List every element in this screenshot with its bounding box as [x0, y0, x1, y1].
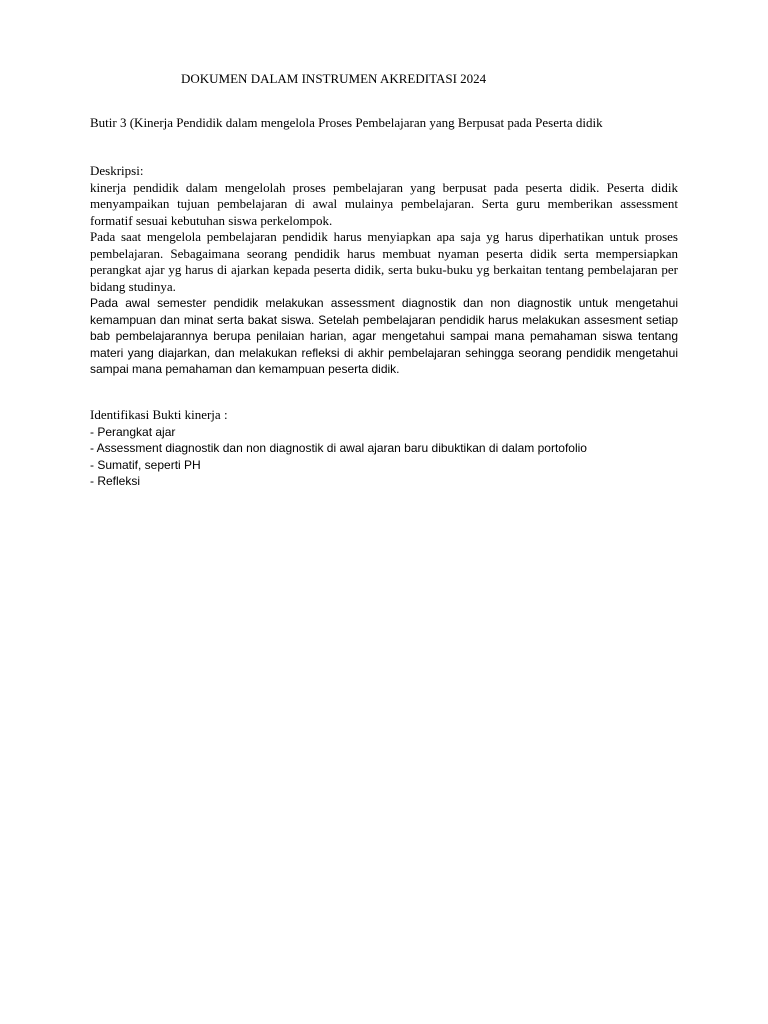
description-paragraph-1: kinerja pendidik dalam mengelolah proses pembelajaran yang berpusat pada peserta didik. Peserta didik menyampaikan tujuan pembelajaran di awal mulainya pembelajaran. Serta guru memberikan assessment formatif sesuai kebutuhan siswa perkelompok.: [90, 179, 678, 228]
document-title: DOKUMEN DALAM INSTRUMEN AKREDITASI 2024: [181, 71, 487, 86]
evidence-item: - Sumatif, seperti PH: [90, 457, 201, 472]
evidence-item: - Assessment diagnostik dan non diagnostik di awal ajaran baru dibuktikan di dalam portofolio: [90, 441, 587, 455]
description-section: [90, 163, 678, 378]
description-label: Deskripsi:: [90, 163, 144, 178]
description-paragraph-2: Pada saat mengelola pembelajaran pendidik harus menyiapkan apa saja yg harus diperhatikan untuk proses pembelajaran. Sebagaimana seorang pendidik harus membuat nyaman peserta didik serta mempersiapkan perangkat ajar yg harus di ajarkan kepada peserta didik, serta buku-buku yg berkaitan tentang pembelajaran per bidang studinya.: [90, 229, 678, 294]
evidence-item: - Refleksi: [90, 474, 141, 488]
description-paragraph-3: Pada awal semester pendidik melakukan assessment diagnostik dan non diagnostik untuk mengetahui kemampuan dan minat serta bakat siswa. Setelah pembelajaran pendidik harus melakukan assesment setiap bab pembelajarannya berupa penilaian harian, agar mengetahui sampai mana pemahaman siswa tentang materi yang diajarkan, dan melakukan refleksi di akhir pembelajaran sehingga seorang pendidik mengetahui sampai mana pemahaman dan kemampuan peserta didik.: [90, 296, 678, 376]
evidence-item: - Perangkat ajar: [90, 424, 176, 439]
evidence-list: [90, 424, 678, 490]
evidence-label: Identifikasi Bukti kinerja :: [90, 407, 228, 422]
item-heading: Butir 3 (Kinerja Pendidik dalam mengelola Proses Pembelajaran yang Berpusat pada Peserta didik: [90, 115, 603, 130]
evidence-section: [90, 407, 678, 490]
